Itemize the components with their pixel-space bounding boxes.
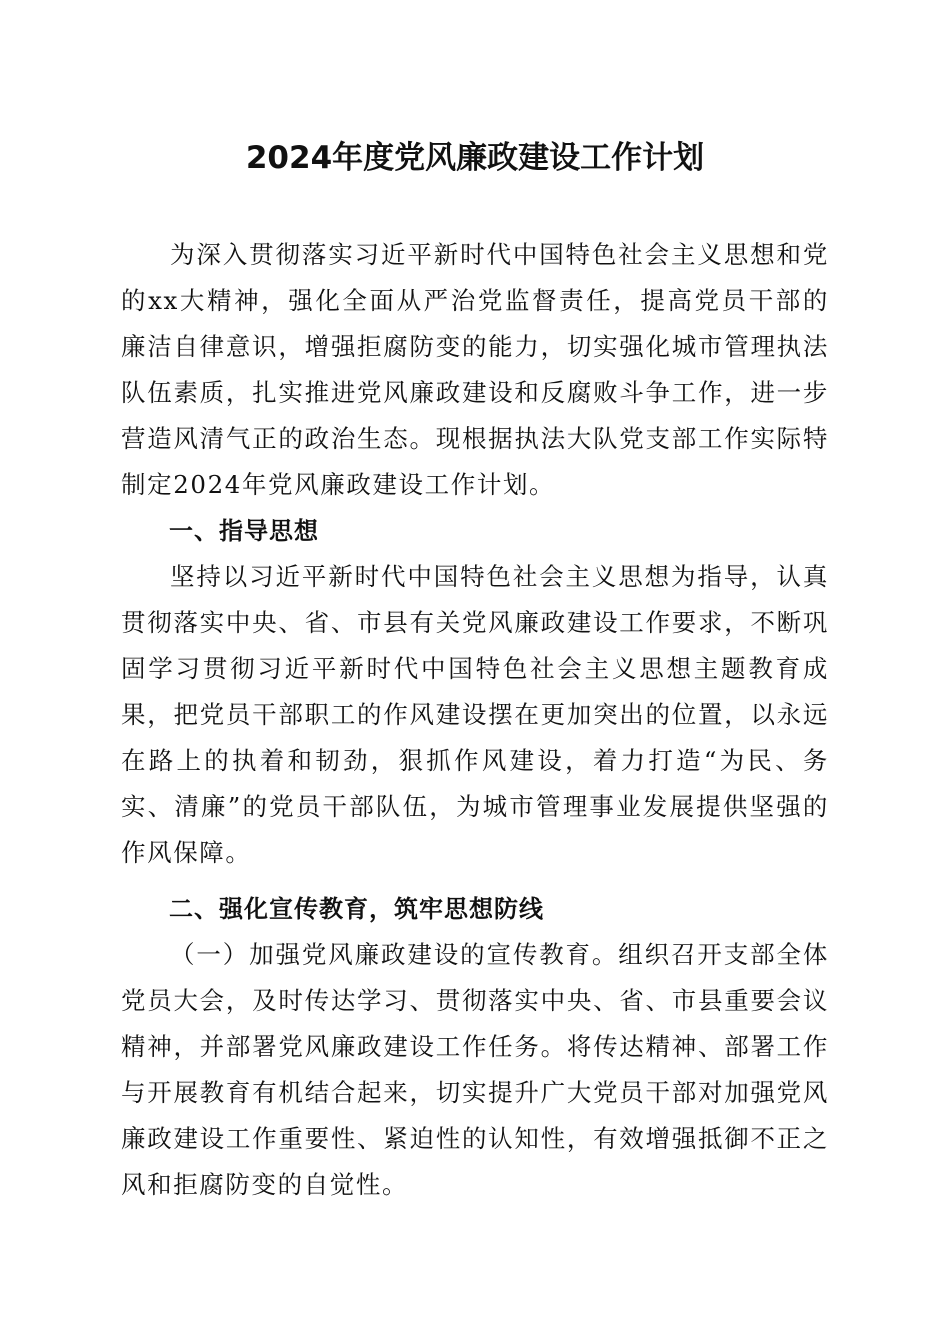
- document-title: 2024年度党风廉政建设工作计划: [245, 140, 705, 176]
- intro-paragraph: 为深入贯彻落实习近平新时代中国特色社会主义思想和党的xx大精神，强化全面从严治党监督责任，提高党员干部的廉洁自律意识，增强拒腐防变的能力，切实强化城市管理执法队伍素质，扎实推进党风廉政建设和反腐败斗争工作，进一步营造风清气正的政治生态。现根据执法大队党支部工作实际特制定2024年党风廉政建设工作计划。: [121, 240, 829, 499]
- section-heading-guiding-ideology: 一、指导思想: [169, 517, 319, 545]
- document-body: [121, 232, 829, 1208]
- education-subsection-paragraph: （一）加强党风廉政建设的宣传教育。组织召开支部全体党员大会，及时传达学习、贯彻落实中央、省、市县重要会议精神，并部署党风廉政建设工作任务。将传达精神、部署工作与开展教育有机结合起来，切实提升广大党员干部对加强党风廉政建设工作重要性、紧迫性的认知性，有效增强抵御不正之风和拒腐防变的自觉性。: [121, 940, 829, 1199]
- section-heading-education: 二、强化宣传教育，筑牢思想防线: [169, 895, 544, 923]
- guiding-ideology-paragraph: 坚持以习近平新时代中国特色社会主义思想为指导，认真贯彻落实中央、省、市县有关党风廉政建设工作要求，不断巩固学习贯彻习近平新时代中国特色社会主义思想主题教育成果，把党员干部职工的作风建设摆在更加突出的位置，以永远在路上的执着和韧劲，狠抓作风建设，着力打造“为民、务实、清廉”的党员干部队伍，为城市管理事业发展提供坚强的作风保障。: [121, 562, 829, 867]
